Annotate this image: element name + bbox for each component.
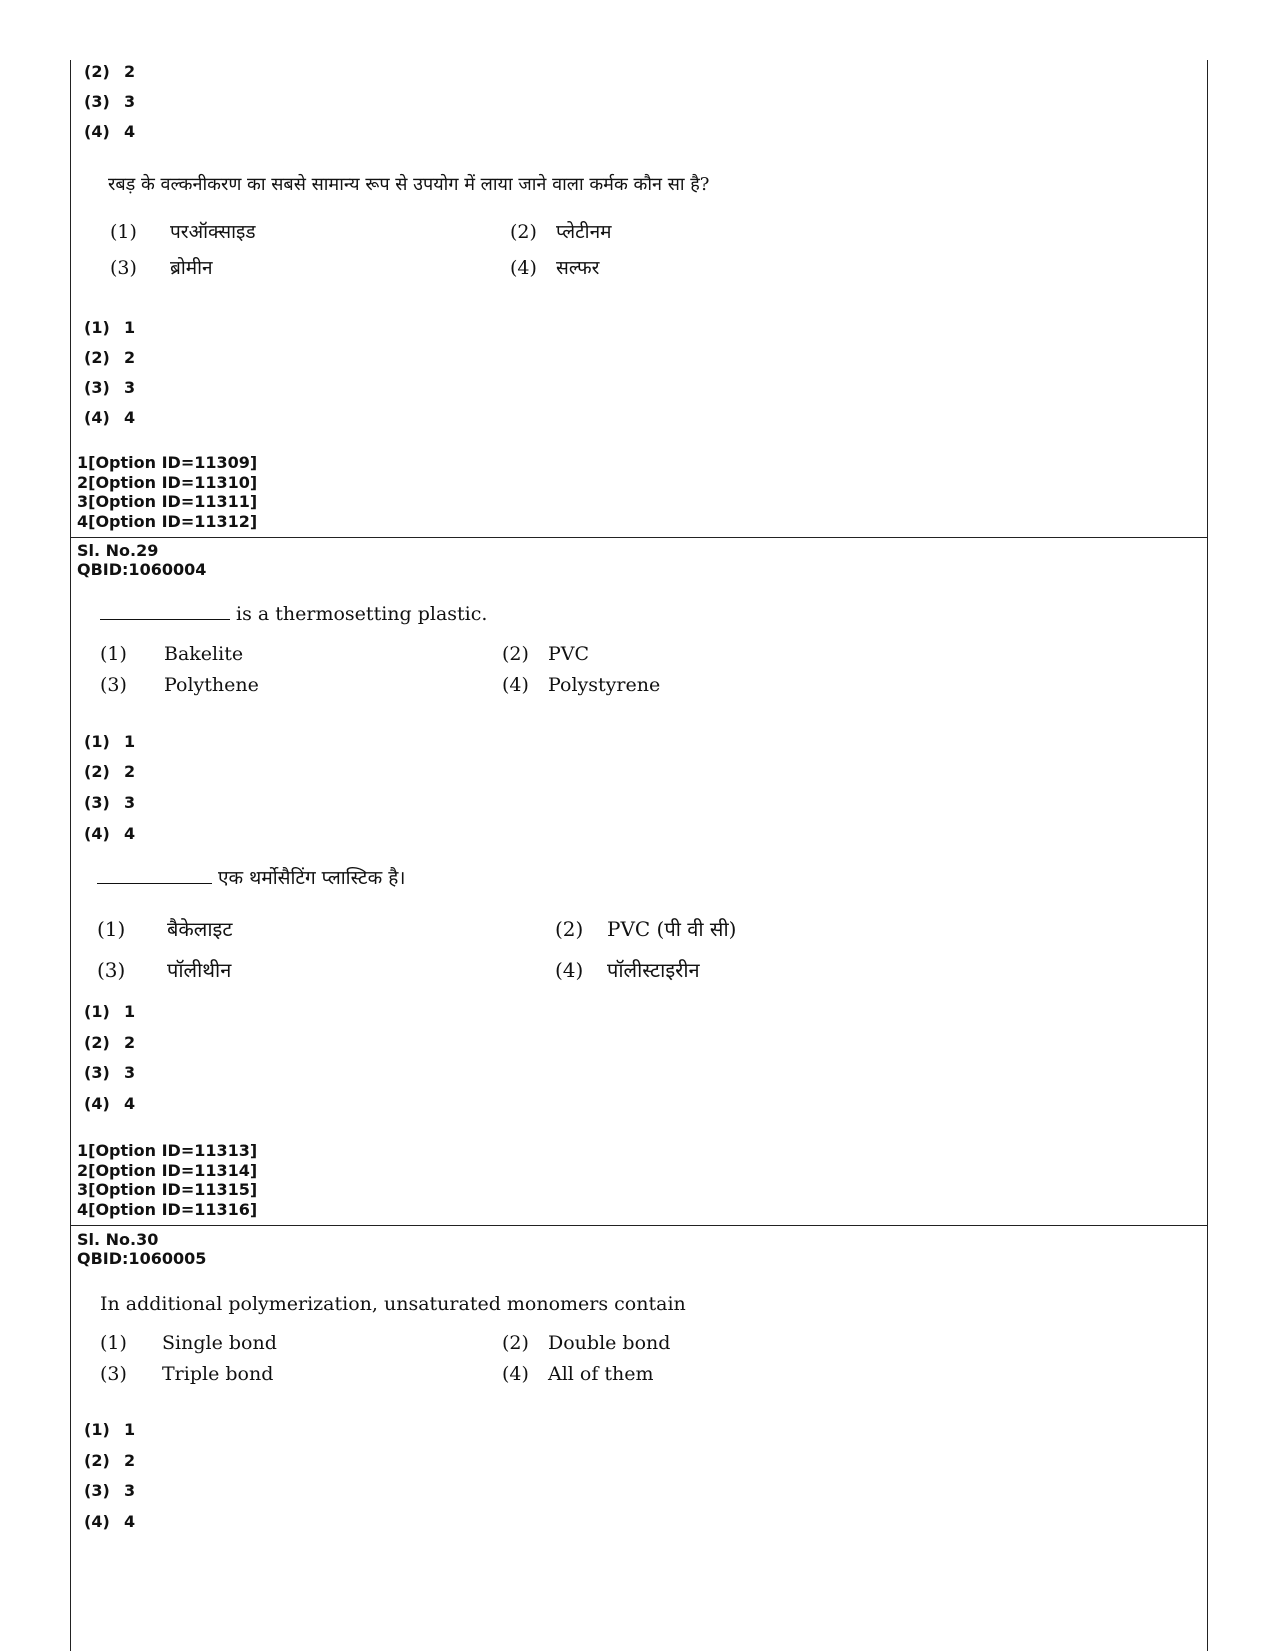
qbid: QBID:1060004 (77, 560, 207, 579)
q29-option-ids (77, 1141, 257, 1219)
option-id: 3[Option ID=11315] (77, 1180, 258, 1199)
q29-hindi-option-3: (3) पॉलीथीन (97, 958, 232, 982)
q29-hindi-option-4: (4) पॉलीस्टाइरीन (555, 958, 700, 982)
q29-hindi-answer-2: (2) 2 (84, 1033, 136, 1052)
option-id: 2[Option ID=11314] (77, 1160, 258, 1180)
q28-hindi-option-2: (2) प्लेटीनम (510, 221, 612, 243)
q28-hindi-option-3: (3) ब्रोमीन (110, 257, 213, 279)
sl-no: Sl. No.29 (77, 541, 159, 560)
q28-answer-4: (4) 4 (84, 408, 136, 427)
q30-option-2: (2) Double bond (502, 1332, 671, 1354)
q29-hindi-question: एक थर्मोसैटिंग प्लास्टिक है। (97, 864, 406, 890)
q29-english-question: is a thermosetting plastic. (100, 603, 487, 625)
option-id: 1[Option ID=11309] (77, 453, 258, 472)
q29-answer-2: (2) 2 (84, 762, 136, 781)
answer-option-2: (2) 2 (84, 62, 136, 81)
q28-hindi-option-4: (4) सल्फर (510, 257, 600, 279)
divider-q30 (70, 1225, 1208, 1226)
q29-answer-3: (3) 3 (84, 793, 136, 812)
q29-english-option-4: (4) Polystyrene (502, 674, 661, 696)
q28-hindi-question: रबड़ के वल्कनीकरण का सबसे सामान्य रूप से उपयोग में लाया जाने वाला कर्मक कौन सा है? (108, 174, 710, 195)
q29-header (77, 541, 206, 579)
q29-english-option-2: (2) PVC (502, 643, 590, 665)
option-id: 3[Option ID=11311] (77, 492, 258, 511)
option-id: 1[Option ID=11313] (77, 1141, 258, 1160)
q29-hindi-answer-4: (4) 4 (84, 1094, 136, 1113)
q30-answer-3: (3) 3 (84, 1481, 136, 1500)
q30-answer-2: (2) 2 (84, 1451, 136, 1470)
option-id: 4[Option ID=11316] (77, 1199, 258, 1219)
q29-hindi-answer-3: (3) 3 (84, 1063, 136, 1082)
answer-option-4: (4) 4 (84, 122, 136, 141)
option-id: 2[Option ID=11310] (77, 472, 258, 492)
divider-q29 (70, 537, 1208, 538)
q29-answer-4: (4) 4 (84, 824, 136, 843)
q29-hindi-option-2: (2) PVC (पी वी सी) (555, 917, 737, 941)
q30-header (77, 1230, 206, 1268)
qbid: QBID:1060005 (77, 1249, 207, 1268)
q28-answer-2: (2) 2 (84, 348, 136, 367)
q30-option-3: (3) Triple bond (100, 1363, 274, 1385)
q28-option-ids (77, 453, 257, 531)
q28-answer-3: (3) 3 (84, 378, 136, 397)
q30-question: In additional polymerization, unsaturated monomers contain (100, 1293, 686, 1315)
q29-hindi-answer-1: (1) 1 (84, 1002, 136, 1021)
q30-answer-4: (4) 4 (84, 1512, 136, 1531)
q28-answer-1: (1) 1 (84, 318, 136, 337)
q29-english-option-1: (1) Bakelite (100, 643, 244, 665)
sl-no: Sl. No.30 (77, 1230, 159, 1249)
q30-option-4: (4) All of them (502, 1363, 654, 1385)
q30-option-1: (1) Single bond (100, 1332, 277, 1354)
question-frame (70, 60, 1208, 1651)
q29-hindi-option-1: (1) बैकेलाइट (97, 917, 233, 941)
q30-answer-1: (1) 1 (84, 1420, 136, 1439)
q29-answer-1: (1) 1 (84, 732, 136, 751)
answer-option-3: (3) 3 (84, 92, 136, 111)
q28-hindi-option-1: (1) परऑक्साइड (110, 221, 256, 243)
option-id: 4[Option ID=11312] (77, 511, 258, 531)
q29-english-option-3: (3) Polythene (100, 674, 259, 696)
